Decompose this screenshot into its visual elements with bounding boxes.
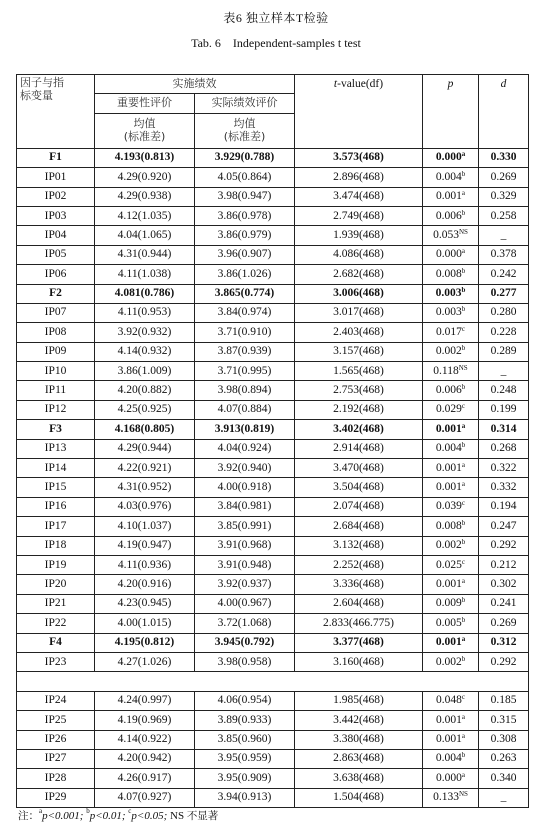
row-name-cell: F4: [17, 633, 95, 652]
p-cell: 0.001$^a$: [423, 575, 479, 594]
t-value-cell: 3.402(468): [295, 420, 423, 439]
row-name-cell: IP10: [17, 362, 95, 381]
header-factor: [17, 75, 95, 149]
actual-cell: 4.00(0.967): [195, 594, 295, 613]
factor-row: [17, 148, 529, 167]
table-row: [17, 323, 529, 342]
actual-cell: 3.96(0.907): [195, 245, 295, 264]
p-cell: 0.001$^a$: [423, 420, 479, 439]
row-name-cell: IP06: [17, 265, 95, 284]
importance-cell: 4.27(1.026): [95, 652, 195, 671]
significance-mark: c: [461, 499, 465, 508]
header-t-rest: -value(df): [337, 78, 384, 90]
t-value-cell: 1.565(468): [295, 362, 423, 381]
importance-cell: 4.00(1.015): [95, 614, 195, 633]
t-value-cell: 3.017(468): [295, 303, 423, 322]
p-cell: $0.118^{NS}$: [423, 362, 479, 381]
d-cell: 0.194: [479, 497, 529, 516]
row-name-cell: F1: [17, 148, 95, 167]
d-cell: 0.292: [479, 536, 529, 555]
header-actual: 实际绩效评价: [195, 94, 295, 113]
table-row: [17, 265, 529, 284]
importance-cell: 4.19(0.969): [95, 711, 195, 730]
p-cell: 0.003$^b$: [423, 284, 479, 303]
significance-mark: b: [461, 266, 466, 275]
actual-cell: 3.913(0.819): [195, 420, 295, 439]
p-cell: $0.053^{NS}$: [423, 226, 479, 245]
p-cell: 0.006$^b$: [423, 206, 479, 225]
row-name-cell: IP05: [17, 245, 95, 264]
importance-cell: 4.081(0.786): [95, 284, 195, 303]
table-row: [17, 342, 529, 361]
factor-row: [17, 420, 529, 439]
header-factor-line2: 标变量: [20, 88, 53, 102]
note-b: p<0.01;: [89, 810, 126, 822]
significance-mark: b: [461, 518, 466, 527]
t-value-cell: 2.682(468): [295, 265, 423, 284]
p-cell: 0.017$^c$: [423, 323, 479, 342]
importance-cell: 4.20(0.916): [95, 575, 195, 594]
actual-cell: 3.98(0.958): [195, 652, 295, 671]
t-value-cell: 2.753(468): [295, 381, 423, 400]
importance-cell: 4.22(0.921): [95, 459, 195, 478]
table-row: [17, 575, 529, 594]
significance-mark: a: [461, 247, 465, 256]
table-row: [17, 381, 529, 400]
p-cell: 0.001$^a$: [423, 187, 479, 206]
actual-cell: 4.04(0.924): [195, 439, 295, 458]
table-row: [17, 400, 529, 419]
row-name-cell: IP13: [17, 439, 95, 458]
table-row: [17, 226, 529, 245]
table-row: [17, 555, 529, 574]
importance-cell: 4.20(0.882): [95, 381, 195, 400]
row-name-cell: IP21: [17, 594, 95, 613]
t-value-cell: 2.833(466.775): [295, 614, 423, 633]
table-row: [17, 206, 529, 225]
t-value-cell: 3.006(468): [295, 284, 423, 303]
importance-cell: 4.23(0.945): [95, 594, 195, 613]
significance-mark: a: [461, 460, 465, 469]
p-cell: 0.004$^b$: [423, 439, 479, 458]
significance-mark: a: [461, 712, 465, 721]
table-row: [17, 749, 529, 768]
actual-cell: 4.05(0.864): [195, 168, 295, 187]
significance-mark: b: [461, 383, 466, 392]
importance-cell: 4.31(0.944): [95, 245, 195, 264]
d-cell: _: [479, 226, 529, 245]
actual-cell: 3.95(0.909): [195, 769, 295, 788]
table-separator: [17, 672, 529, 691]
actual-cell: 3.945(0.792): [195, 633, 295, 652]
significance-mark: b: [461, 305, 466, 314]
d-cell: 0.329: [479, 187, 529, 206]
d-cell: 0.322: [479, 459, 529, 478]
table-row: [17, 303, 529, 322]
actual-cell: 3.92(0.937): [195, 575, 295, 594]
importance-cell: 3.86(1.009): [95, 362, 195, 381]
actual-cell: 3.929(0.788): [195, 148, 295, 167]
row-name-cell: IP03: [17, 206, 95, 225]
d-cell: 0.268: [479, 439, 529, 458]
actual-cell: 3.84(0.981): [195, 497, 295, 516]
row-name-cell: IP29: [17, 788, 95, 807]
actual-cell: 3.94(0.913): [195, 788, 295, 807]
importance-cell: 4.168(0.805): [95, 420, 195, 439]
p-cell: 0.000$^a$: [423, 148, 479, 167]
d-cell: 0.185: [479, 691, 529, 710]
d-cell: 0.263: [479, 749, 529, 768]
header-p: p: [423, 75, 479, 149]
row-name-cell: IP01: [17, 168, 95, 187]
actual-cell: 3.89(0.933): [195, 711, 295, 730]
actual-cell: 3.87(0.939): [195, 342, 295, 361]
actual-cell: 4.00(0.918): [195, 478, 295, 497]
actual-cell: 3.865(0.774): [195, 284, 295, 303]
table-row: [17, 187, 529, 206]
importance-cell: 4.29(0.920): [95, 168, 195, 187]
d-cell: 0.332: [479, 478, 529, 497]
d-cell: 0.241: [479, 594, 529, 613]
table-row: [17, 730, 529, 749]
significance-mark: a: [461, 732, 465, 741]
d-cell: 0.269: [479, 614, 529, 633]
significance-mark: b: [461, 654, 466, 663]
table-row: [17, 362, 529, 381]
table-note: 注：$^a$p<0.001; $^b$p<0.01; $^c$p<0.05; NS 不显著: [18, 807, 219, 822]
row-name-cell: IP19: [17, 555, 95, 574]
significance-mark: b: [461, 169, 466, 178]
significance-mark: a: [461, 480, 465, 488]
table-row: [17, 459, 529, 478]
importance-cell: 4.29(0.944): [95, 439, 195, 458]
t-value-cell: 2.604(468): [295, 594, 423, 613]
table-row: [17, 594, 529, 613]
t-value-cell: 3.442(468): [295, 711, 423, 730]
row-name-cell: IP16: [17, 497, 95, 516]
importance-cell: 4.24(0.997): [95, 691, 195, 710]
row-name-cell: IP24: [17, 691, 95, 710]
significance-mark: c: [461, 693, 465, 702]
d-cell: 0.280: [479, 303, 529, 322]
actual-cell: 3.71(0.910): [195, 323, 295, 342]
header-impl: 实施绩效: [95, 75, 295, 94]
factor-row: [17, 284, 529, 303]
importance-cell: 4.11(0.953): [95, 303, 195, 322]
t-value-cell: 2.252(468): [295, 555, 423, 574]
actual-cell: 3.86(1.026): [195, 265, 295, 284]
t-value-cell: 3.380(468): [295, 730, 423, 749]
importance-cell: 4.03(0.976): [95, 497, 195, 516]
d-cell: 0.248: [479, 381, 529, 400]
d-cell: 0.340: [479, 769, 529, 788]
note-ns-cn: 不显著: [186, 810, 219, 822]
p-cell: 0.001$^a$: [423, 633, 479, 652]
p-cell: 0.005$^b$: [423, 614, 479, 633]
d-cell: 0.315: [479, 711, 529, 730]
t-value-cell: 2.896(468): [295, 168, 423, 187]
t-value-cell: 2.749(468): [295, 206, 423, 225]
significance-mark: b: [461, 344, 466, 353]
significance-mark: b: [461, 286, 466, 295]
t-value-cell: 2.403(468): [295, 323, 423, 342]
importance-cell: 4.11(0.936): [95, 555, 195, 574]
actual-cell: 4.06(0.954): [195, 691, 295, 710]
d-cell: 0.314: [479, 420, 529, 439]
t-value-cell: 3.377(468): [295, 633, 423, 652]
importance-cell: 4.25(0.925): [95, 400, 195, 419]
p-cell: 0.004$^b$: [423, 749, 479, 768]
significance-mark: NS: [458, 363, 468, 372]
d-cell: 0.258: [479, 206, 529, 225]
header-importance: 重要性评价: [95, 94, 195, 113]
actual-cell: 3.91(0.968): [195, 536, 295, 555]
table-row: [17, 478, 529, 497]
t-value-cell: 3.504(468): [295, 478, 423, 497]
p-cell: 0.009$^b$: [423, 594, 479, 613]
row-name-cell: IP02: [17, 187, 95, 206]
actual-cell: 3.85(0.960): [195, 730, 295, 749]
d-cell: 0.212: [479, 555, 529, 574]
table-row: [17, 517, 529, 536]
actual-cell: 3.95(0.959): [195, 749, 295, 768]
row-name-cell: IP17: [17, 517, 95, 536]
table-row: [17, 788, 529, 807]
actual-cell: 3.85(0.991): [195, 517, 295, 536]
row-name-cell: IP04: [17, 226, 95, 245]
d-cell: 0.242: [479, 265, 529, 284]
t-value-cell: 1.504(468): [295, 788, 423, 807]
header-mean-sd-imp: 均值 (标准差): [95, 113, 195, 148]
row-name-cell: IP26: [17, 730, 95, 749]
importance-cell: 4.26(0.917): [95, 769, 195, 788]
row-name-cell: IP18: [17, 536, 95, 555]
t-value-cell: 2.192(468): [295, 400, 423, 419]
p-cell: 0.003$^b$: [423, 303, 479, 322]
importance-cell: 4.193(0.813): [95, 148, 195, 167]
t-value-cell: 3.336(468): [295, 575, 423, 594]
p-cell: 0.039$^c$: [423, 497, 479, 516]
p-cell: 0.001$^a$: [423, 711, 479, 730]
significance-mark: c: [461, 557, 465, 566]
actual-cell: 3.86(0.978): [195, 206, 295, 225]
row-name-cell: IP08: [17, 323, 95, 342]
note-c: p<0.05;: [131, 810, 168, 822]
p-cell: 0.025$^c$: [423, 555, 479, 574]
d-cell: 0.289: [479, 342, 529, 361]
importance-cell: 4.10(1.037): [95, 517, 195, 536]
table-row: [17, 439, 529, 458]
table-row: [17, 168, 529, 187]
row-name-cell: IP23: [17, 652, 95, 671]
actual-cell: 3.98(0.894): [195, 381, 295, 400]
header-t: t-value(df): [295, 75, 423, 149]
importance-cell: 4.04(1.065): [95, 226, 195, 245]
row-name-cell: IP20: [17, 575, 95, 594]
t-value-cell: 2.863(468): [295, 749, 423, 768]
significance-mark: b: [461, 596, 466, 605]
d-cell: _: [479, 788, 529, 807]
p-cell: 0.029$^c$: [423, 400, 479, 419]
significance-mark: b: [461, 751, 466, 760]
actual-cell: 3.72(1.068): [195, 614, 295, 633]
significance-mark: c: [461, 402, 465, 411]
importance-cell: 4.20(0.942): [95, 749, 195, 768]
table-row: [17, 769, 529, 788]
t-value-cell: 3.160(468): [295, 652, 423, 671]
actual-cell: 3.86(0.979): [195, 226, 295, 245]
t-value-cell: 2.684(468): [295, 517, 423, 536]
significance-mark: a: [461, 576, 465, 585]
row-name-cell: IP15: [17, 478, 95, 497]
importance-cell: 4.14(0.922): [95, 730, 195, 749]
row-name-cell: IP28: [17, 769, 95, 788]
d-cell: 0.228: [479, 323, 529, 342]
t-value-cell: 4.086(468): [295, 245, 423, 264]
d-cell: 0.378: [479, 245, 529, 264]
importance-cell: 4.31(0.952): [95, 478, 195, 497]
t-value-cell: 1.985(468): [295, 691, 423, 710]
note-ns: NS: [170, 810, 185, 822]
row-name-cell: IP14: [17, 459, 95, 478]
p-cell: 0.008$^b$: [423, 265, 479, 284]
table-title-en: Tab. 6 Independent-samples t test: [191, 36, 361, 50]
significance-mark: a: [461, 150, 466, 159]
p-cell: 0.006$^b$: [423, 381, 479, 400]
table-row: [17, 652, 529, 671]
p-cell: 0.001$^a$: [423, 478, 479, 497]
significance-mark: NS: [458, 227, 468, 236]
row-name-cell: IP11: [17, 381, 95, 400]
table-row: [17, 497, 529, 516]
table-body: [17, 148, 529, 807]
t-value-cell: 3.474(468): [295, 187, 423, 206]
importance-cell: 4.19(0.947): [95, 536, 195, 555]
table-row: [17, 536, 529, 555]
row-name-cell: F3: [17, 420, 95, 439]
p-cell: 0.002$^b$: [423, 342, 479, 361]
actual-cell: 3.91(0.948): [195, 555, 295, 574]
actual-cell: 3.92(0.940): [195, 459, 295, 478]
d-cell: 0.302: [479, 575, 529, 594]
significance-mark: b: [461, 441, 466, 450]
p-cell: 0.048$^c$: [423, 691, 479, 710]
d-cell: _: [479, 362, 529, 381]
significance-mark: b: [461, 538, 466, 547]
importance-cell: 4.14(0.932): [95, 342, 195, 361]
t-value-cell: 3.157(468): [295, 342, 423, 361]
significance-mark: b: [461, 208, 466, 217]
d-cell: 0.277: [479, 284, 529, 303]
p-cell: 0.004$^b$: [423, 168, 479, 187]
row-name-cell: IP27: [17, 749, 95, 768]
importance-cell: 4.11(1.038): [95, 265, 195, 284]
t-value-cell: 1.939(468): [295, 226, 423, 245]
d-cell: 0.308: [479, 730, 529, 749]
p-cell: 0.001$^a$: [423, 730, 479, 749]
row-name-cell: F2: [17, 284, 95, 303]
actual-cell: 3.71(0.995): [195, 362, 295, 381]
d-cell: 0.292: [479, 652, 529, 671]
row-name-cell: IP22: [17, 614, 95, 633]
d-cell: 0.330: [479, 148, 529, 167]
actual-cell: 3.84(0.974): [195, 303, 295, 322]
row-name-cell: IP07: [17, 303, 95, 322]
p-cell: 0.002$^b$: [423, 652, 479, 671]
d-cell: 0.199: [479, 400, 529, 419]
significance-mark: NS: [458, 790, 468, 799]
header-d: d: [479, 75, 529, 149]
p-cell: 0.001$^a$: [423, 459, 479, 478]
table-row: [17, 691, 529, 710]
header-mean-sd-act: 均值 (标准差): [195, 113, 295, 148]
d-cell: 0.312: [479, 633, 529, 652]
significance-mark: a: [461, 770, 465, 779]
table-row: [17, 245, 529, 264]
note-a: p<0.001;: [42, 810, 84, 822]
significance-mark: c: [461, 324, 465, 333]
row-name-cell: IP09: [17, 342, 95, 361]
factor-row: [17, 633, 529, 652]
significance-mark: b: [461, 615, 466, 624]
importance-cell: 4.195(0.812): [95, 633, 195, 652]
significance-mark: a: [461, 635, 466, 644]
significance-mark: a: [461, 421, 466, 430]
d-cell: 0.269: [479, 168, 529, 187]
p-cell: 0.000$^a$: [423, 245, 479, 264]
importance-cell: 4.07(0.927): [95, 788, 195, 807]
importance-cell: 3.92(0.932): [95, 323, 195, 342]
table-title-cn: 表6 独立样本T检验: [223, 11, 329, 25]
d-cell: 0.247: [479, 517, 529, 536]
row-name-cell: IP25: [17, 711, 95, 730]
t-value-cell: 3.132(468): [295, 536, 423, 555]
actual-cell: 3.98(0.947): [195, 187, 295, 206]
importance-cell: 4.29(0.938): [95, 187, 195, 206]
p-cell: 0.000$^a$: [423, 769, 479, 788]
t-value-cell: 2.074(468): [295, 497, 423, 516]
p-cell: 0.002$^b$: [423, 536, 479, 555]
p-cell: 0.008$^b$: [423, 517, 479, 536]
significance-mark: a: [461, 189, 465, 198]
row-name-cell: IP12: [17, 400, 95, 419]
p-cell: $0.133^{NS}$: [423, 788, 479, 807]
table-row: [17, 711, 529, 730]
t-value-cell: 3.573(468): [295, 148, 423, 167]
importance-cell: 4.12(1.035): [95, 206, 195, 225]
t-test-table: [16, 74, 529, 808]
table-row: [17, 614, 529, 633]
note-prefix: 注：: [18, 810, 39, 822]
t-value-cell: 2.914(468): [295, 439, 423, 458]
actual-cell: 4.07(0.884): [195, 400, 295, 419]
t-value-cell: 3.638(468): [295, 769, 423, 788]
t-value-cell: 3.470(468): [295, 459, 423, 478]
header-factor-line1: 因子与指: [20, 76, 64, 89]
